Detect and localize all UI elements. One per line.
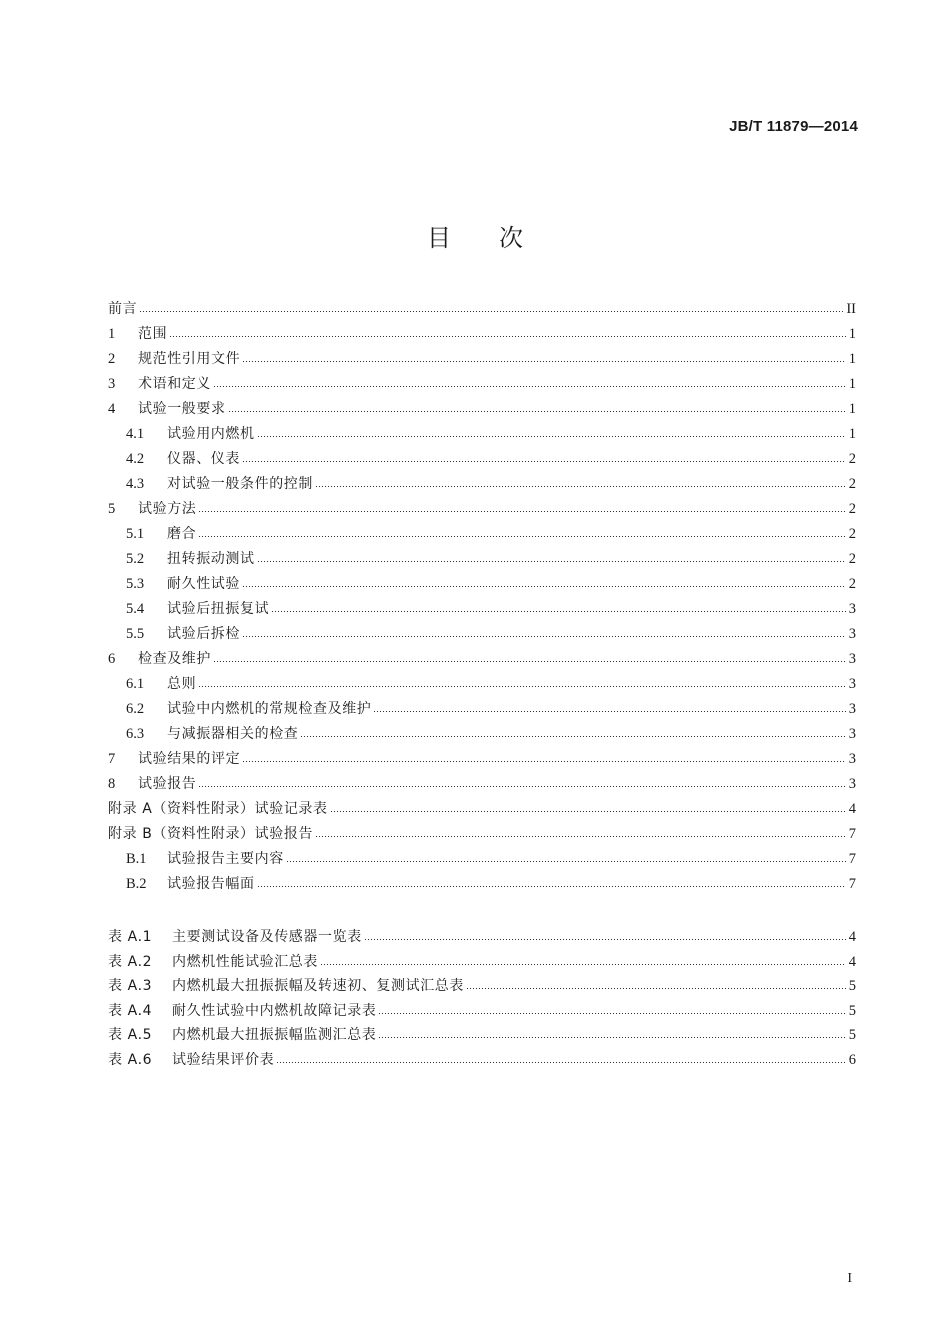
entry-title: 试验结果评价表 [172,1051,275,1068]
toc-entry[interactable] [108,672,856,697]
entry-title: 试验结果的评定 [138,751,241,767]
title-char-1: 目 [427,224,451,252]
dot-leader [228,411,846,417]
dot-leader [378,1037,846,1043]
entry-page-number: 2 [848,526,856,542]
table-list-entry[interactable] [108,925,856,950]
entry-page-number: 3 [848,776,856,792]
entry-page-number: 4 [848,929,856,945]
page-title [0,218,950,253]
toc-entry[interactable] [108,772,856,797]
entry-page-number: 2 [848,476,856,492]
table-list-entry[interactable] [108,1023,856,1048]
dot-leader [198,686,846,692]
entry-title: 与减振器相关的检查 [167,726,299,742]
toc-entry[interactable] [108,747,856,772]
entry-number: 表 A.5 [108,1027,153,1043]
dot-leader [169,336,846,342]
toc-entry[interactable] [108,797,856,822]
entry-number: 5.5 [126,626,145,642]
entry-number: 7 [108,751,116,767]
table-list-entry[interactable] [108,950,856,975]
dot-leader [315,486,846,492]
table-list-entry[interactable] [108,1048,856,1073]
toc-entry[interactable] [108,497,856,522]
entry-number: 6.3 [126,726,145,742]
entry-title: 试验后扭振复试 [167,601,270,617]
entry-number: 6 [108,651,116,667]
entry-number: 5 [108,501,116,517]
list-of-tables [108,925,856,1072]
entry-title: 附录 B（资料性附录）试验报告 [108,826,314,842]
entry-number: 表 A.4 [108,1002,153,1019]
toc-entry[interactable] [108,322,856,347]
dot-leader [242,636,846,642]
dot-leader [466,988,846,994]
entry-number: 6.1 [126,676,145,692]
toc-entry[interactable] [108,847,856,872]
toc-entry[interactable] [108,572,856,597]
entry-page-number: 5 [848,1027,856,1043]
toc-entry[interactable] [108,822,856,847]
entry-title: 试验报告 [138,776,197,792]
entry-title: 耐久性试验中内燃机故障记录表 [172,1002,377,1019]
standard-code: JB/T 11879—2014 [729,118,858,135]
entry-page-number: 3 [848,751,856,767]
entry-title: 内燃机性能试验汇总表 [172,953,318,970]
entry-number: 4.3 [126,476,145,492]
table-of-contents [108,297,856,897]
entry-number: 3 [108,376,116,392]
dot-leader [242,461,846,467]
entry-number: 2 [108,351,116,367]
toc-entry[interactable] [108,472,856,497]
dot-leader [271,611,846,617]
entry-page-number: 4 [848,953,856,970]
entry-page-number: 3 [848,676,856,692]
title-char-2: 次 [499,224,523,252]
toc-entry[interactable] [108,597,856,622]
entry-page-number: 3 [848,701,856,717]
entry-page-number: 2 [848,451,856,467]
entry-title: 试验报告主要内容 [167,851,284,867]
table-list-entry[interactable] [108,999,856,1024]
entry-title: 主要测试设备及传感器一览表 [172,929,362,945]
entry-title: 试验一般要求 [138,401,226,417]
toc-entry[interactable] [108,872,856,897]
entry-page-number: 5 [848,978,856,994]
table-list-entry[interactable] [108,974,856,999]
entry-page-number: 3 [848,651,856,667]
dot-leader [257,886,846,892]
toc-entry[interactable] [108,622,856,647]
entry-number: 表 A.6 [108,1051,153,1068]
dot-leader [198,786,846,792]
dot-leader [213,386,846,392]
dot-leader [198,511,846,517]
entry-number: 5.1 [126,526,145,542]
entry-number: 5.3 [126,576,145,592]
entry-number: 5.2 [126,551,145,567]
dot-leader [286,861,846,867]
dot-leader [242,761,846,767]
dot-leader [257,561,846,567]
toc-entry[interactable] [108,397,856,422]
entry-page-number: 3 [848,626,856,642]
toc-entry[interactable] [108,297,856,322]
toc-entry[interactable] [108,372,856,397]
entry-title: 试验报告幅面 [167,876,255,892]
entry-page-number: 1 [848,351,856,367]
page-number: I [847,1271,852,1286]
entry-title: 术语和定义 [138,376,211,392]
entry-number: 表 A.1 [108,929,153,945]
entry-number: 4.2 [126,451,145,467]
toc-entry[interactable] [108,422,856,447]
toc-entry[interactable] [108,647,856,672]
entry-title: 磨合 [167,526,197,542]
dot-leader [242,361,846,367]
entry-page-number: 3 [848,726,856,742]
entry-number: 4 [108,401,116,417]
dot-leader [330,811,846,817]
entry-title: 试验方法 [138,501,197,517]
entry-title: 仪器、仪表 [167,451,240,467]
entry-title: 试验中内燃机的常规检查及维护 [167,701,372,717]
entry-page-number: 1 [848,426,856,442]
dot-leader [320,964,846,970]
entry-title: 总则 [167,676,197,692]
entry-page-number: 4 [848,801,856,817]
entry-page-number: 7 [848,876,856,892]
entry-page-number: 3 [848,601,856,617]
entry-number: 6.2 [126,701,145,717]
toc-entry[interactable] [108,447,856,472]
dot-leader [242,586,846,592]
entry-page-number: II [846,301,856,317]
entry-page-number: 2 [848,576,856,592]
entry-page-number: 7 [848,851,856,867]
dot-leader [378,1013,846,1019]
entry-title: 检查及维护 [138,651,211,667]
entry-page-number: 1 [848,326,856,342]
dot-leader [315,836,846,842]
entry-page-number: 1 [848,376,856,392]
entry-title: 范围 [138,326,168,342]
entry-page-number: 6 [848,1051,856,1068]
entry-page-number: 7 [848,826,856,842]
entry-number: 5.4 [126,601,145,617]
entry-title: 前言 [108,301,138,317]
entry-number: B.1 [126,851,147,867]
toc-entry[interactable] [108,522,856,547]
toc-entry[interactable] [108,547,856,572]
entry-number: 4.1 [126,426,145,442]
entry-title: 附录 A（资料性附录）试验记录表 [108,801,328,817]
dot-leader [257,436,846,442]
entry-page-number: 2 [848,501,856,517]
dot-leader [364,939,846,945]
dot-leader [373,711,846,717]
entry-page-number: 1 [848,401,856,417]
entry-number: 表 A.3 [108,978,153,994]
entry-title: 内燃机最大扭振振幅监测汇总表 [172,1027,377,1043]
entry-title: 对试验一般条件的控制 [167,476,313,492]
dot-leader [213,661,846,667]
toc-entry[interactable] [108,347,856,372]
entry-number: B.2 [126,876,147,892]
entry-title: 试验用内燃机 [167,426,255,442]
entry-number: 8 [108,776,116,792]
dot-leader [198,536,846,542]
entry-number: 1 [108,326,116,342]
dot-leader [139,311,844,317]
entry-title: 试验后拆检 [167,626,240,642]
entry-page-number: 5 [848,1002,856,1019]
entry-number: 表 A.2 [108,953,153,970]
entry-title: 内燃机最大扭振振幅及转速初、复测试汇总表 [172,978,464,994]
dot-leader [276,1062,846,1068]
toc-entry[interactable] [108,697,856,722]
entry-title: 扭转振动测试 [167,551,255,567]
entry-title: 耐久性试验 [167,576,240,592]
dot-leader [300,736,846,742]
toc-entry[interactable] [108,722,856,747]
entry-title: 规范性引用文件 [138,351,241,367]
entry-page-number: 2 [848,551,856,567]
